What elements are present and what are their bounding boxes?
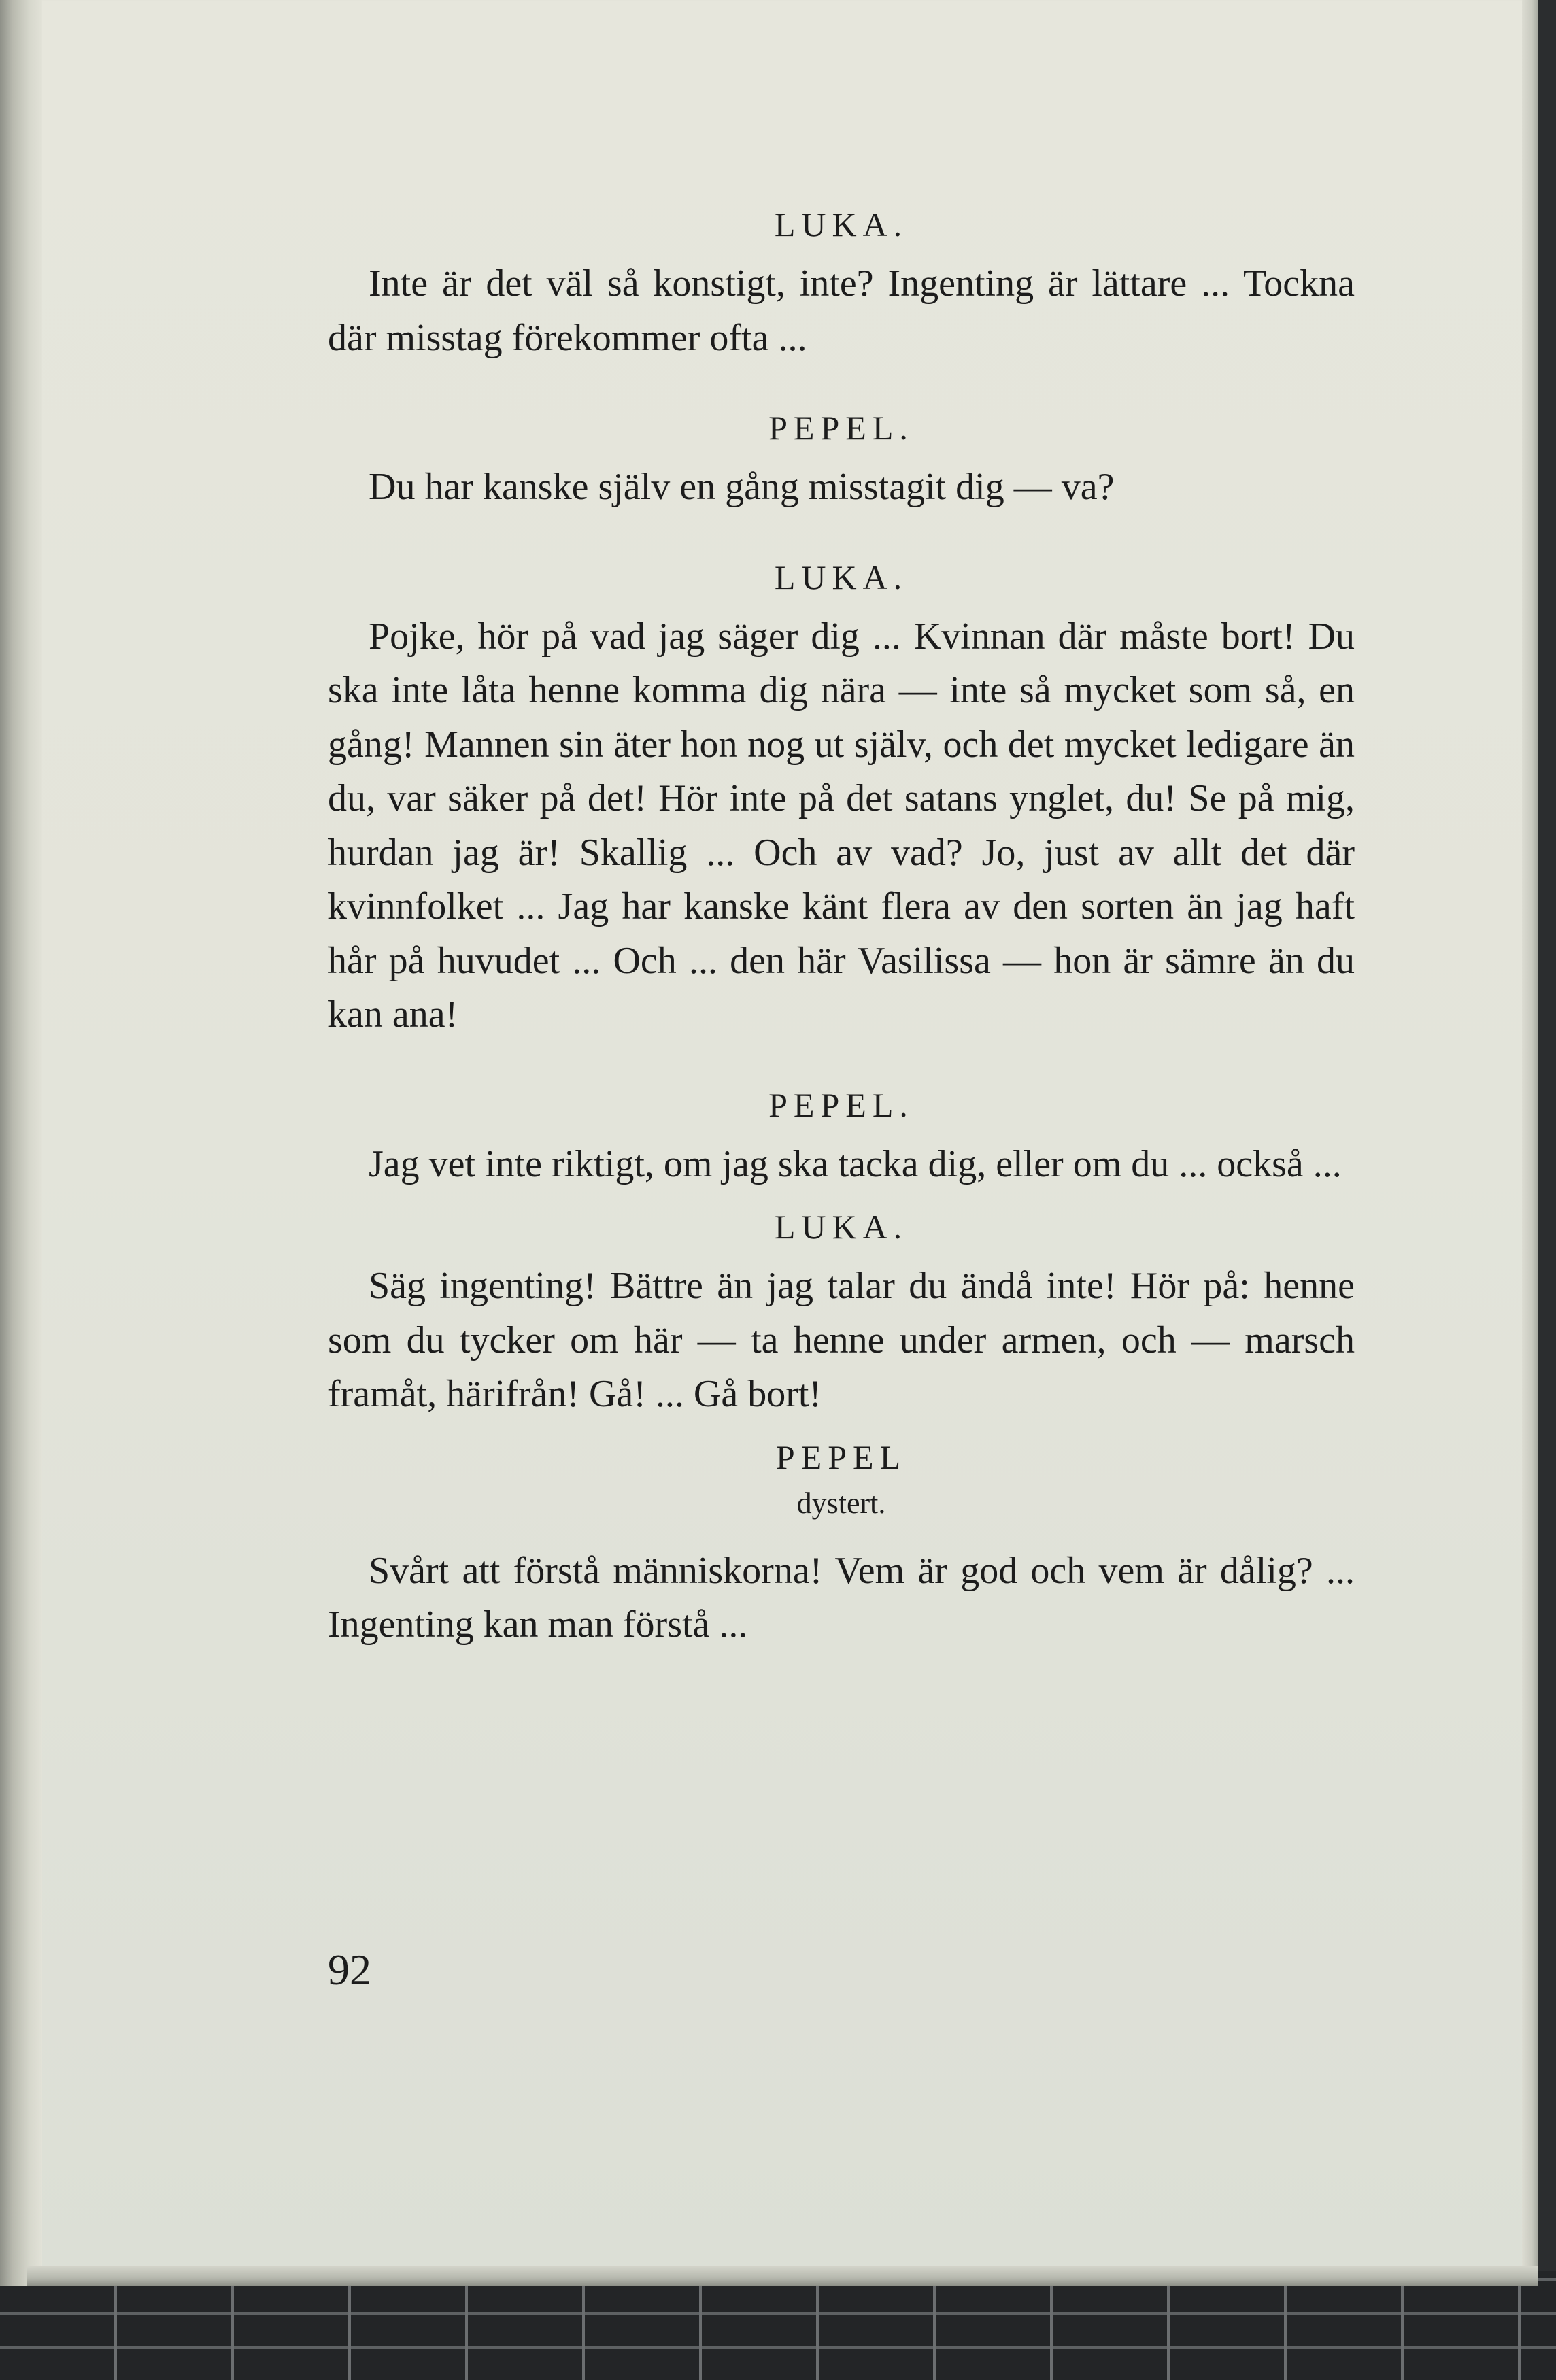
page-number: 92 xyxy=(328,1945,371,1994)
speaker-name: LUKA. xyxy=(774,205,909,243)
page-bottom-edge xyxy=(27,2266,1538,2286)
stage-direction: dystert. xyxy=(796,1486,886,1520)
dialogue-paragraph: Svårt att förstå människorna! Vem är god och vem är dålig? ... Ingenting kan man förstå ... xyxy=(328,1549,1355,1646)
page-text-block xyxy=(328,204,1355,1652)
page-binding-edge xyxy=(0,0,42,2286)
speaker-name: PEPEL. xyxy=(768,409,914,447)
dialogue-paragraph: Pojke, hör på vad jag säger dig ... Kvinnan där måste bort! Du ska inte låta henne komma dig nära — inte så mycket som så, en gång! Mannen sin äter hon nog ut själv, och det mycket ledigare än du, var säker på det! Hör inte på det satans ynglet, du! Se på mig, hurdan jag är! Skallig ... Och av vad? Jo, just av allt det där kvinnfolket ... Jag har kanske känt flera av den sorten än jag haft hår på huvudet ... Och ... den här Vasilissa — hon är sämre än du kan ana! xyxy=(328,615,1355,1036)
dialogue-paragraph: Du har kanske själv en gång misstagit dig — va? xyxy=(369,466,1115,508)
speaker-name: LUKA. xyxy=(774,1208,909,1246)
speaker-name: PEPEL. xyxy=(768,1085,914,1124)
cutting-mat-background xyxy=(0,2271,1556,2380)
page-right-edge xyxy=(1522,0,1538,2286)
speaker-name: PEPEL xyxy=(775,1438,907,1476)
speaker-name: LUKA. xyxy=(774,558,909,596)
dialogue-paragraph: Jag vet inte riktigt, om jag ska tacka dig, eller om du ... också ... xyxy=(369,1142,1342,1185)
dialogue-paragraph: Inte är det väl så konstigt, inte? Ingenting är lättare ... Tockna där misstag förekommer ofta ... xyxy=(328,262,1355,359)
dialogue-paragraph: Säg ingenting! Bättre än jag talar du ändå inte! Hör på: henne som du tycker om här — ta henne under armen, och — marsch framåt, härifrån! Gå! ... Gå bort! xyxy=(328,1265,1355,1415)
